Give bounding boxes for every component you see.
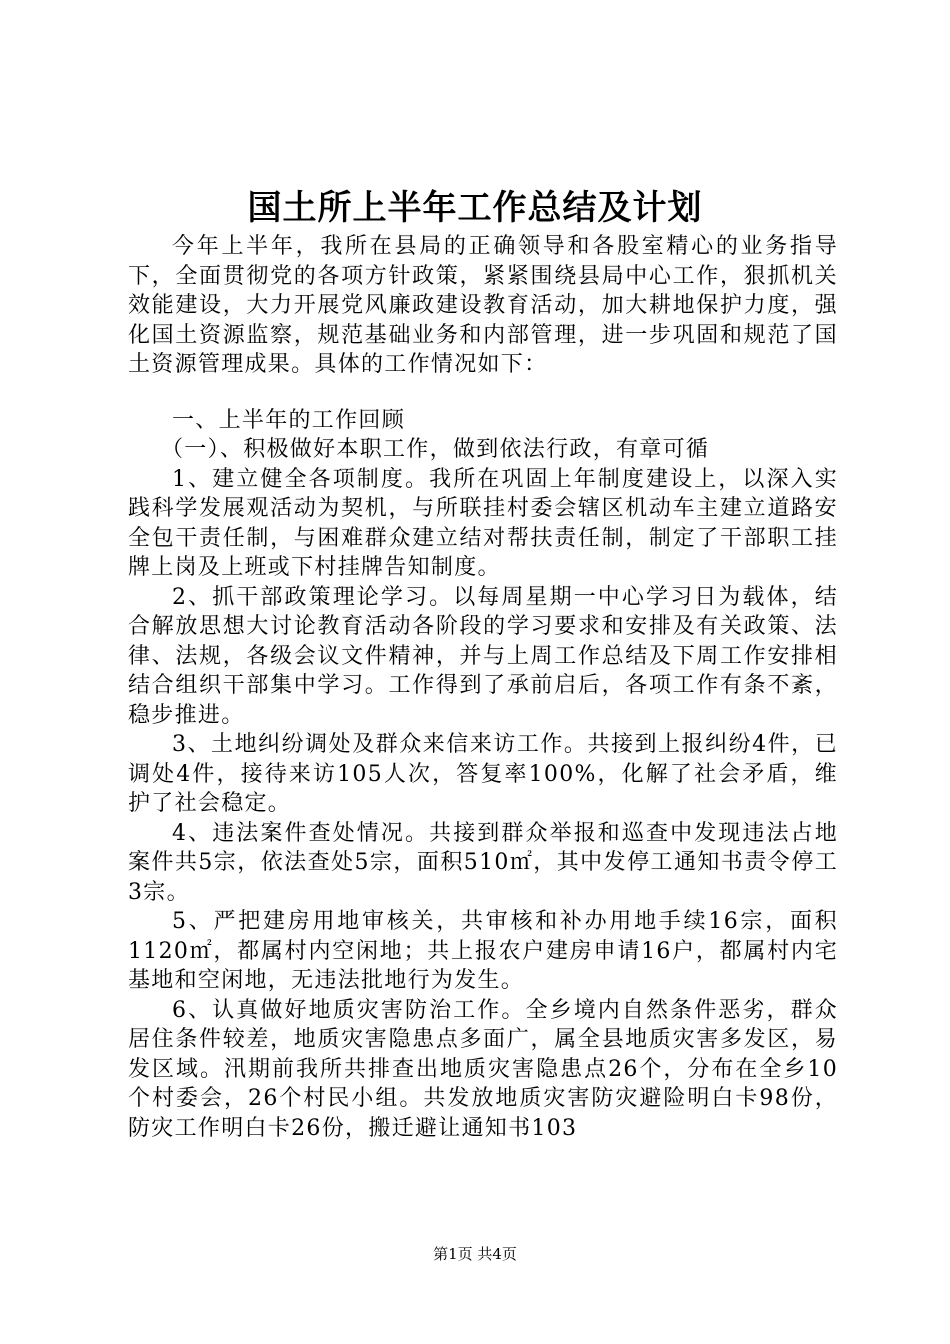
item-paragraph-1: 1、建立健全各项制度。我所在巩固上年制度建设上，以深入实践科学发展观活动为契机，与所联挂村委会辖区机动车主建立道路安全包干责任制，与困难群众建立结对帮扶责任制，制定了干部职工挂牌上岗及上班或下村挂牌告知制度。 xyxy=(128,466,838,580)
item-paragraph-5: 5、严把建房用地审核关，共审核和补办用地手续16宗，面积1120㎡，都属村内空闲地；共上报农户建房申请16户，都属村内宅基地和空闲地，无违法批地行为发生。 xyxy=(128,909,838,993)
subsection-heading: （一）、积极做好本职工作，做到依法行政，有章可循 xyxy=(161,437,710,462)
document-title: 国土所上半年工作总结及计划 xyxy=(247,188,703,228)
page-number-footer: 第1页 共4页 xyxy=(433,1245,517,1263)
item-paragraph-2: 2、抓干部政策理论学习。以每周星期一中心学习日为载体，结合解放思想大讨论教育活动各阶段的学习要求和安排及有关政策、法律、法规，各级会议文件精神，并与上周工作总结及下周工作安排相结合组织干部集中学习。工作得到了承前启后，各项工作有条不紊，稳步推进。 xyxy=(128,584,838,728)
document-body xyxy=(128,232,838,1143)
section-heading: 一、上半年的工作回顾 xyxy=(172,407,406,433)
item-paragraph-6: 6、认真做好地质灾害防治工作。全乡境内自然条件恶劣，群众居住条件较差，地质灾害隐患点多面广，属全县地质灾害多发区，易发区域。汛期前我所共排查出地质灾害隐患点26个，分布在全乡10个村委会，26个村民小组。共发放地质灾害防灾避险明白卡98份，防灾工作明白卡26份，搬迁避让通知书103 xyxy=(128,997,838,1141)
intro-paragraph: 今年上半年，我所在县局的正确领导和各股室精心的业务指导下，全面贯彻党的各项方针政策，紧紧围绕县局中心工作，狠抓机关效能建设，大力开展党风廉政建设教育活动，加大耕地保护力度，强化国土资源监察，规范基础业务和内部管理，进一步巩固和规范了国土资源管理成果。具体的工作情况如下： xyxy=(128,234,838,377)
item-paragraph-3: 3、土地纠纷调处及群众来信来访工作。共接到上报纠纷4件，已调处4件，接待来访105人次，答复率100%，化解了社会矛盾，维护了社会稳定。 xyxy=(128,732,838,816)
item-paragraph-4: 4、违法案件查处情况。共接到群众举报和巡查中发现违法占地案件共5宗，依法查处5宗，面积510㎡，其中发停工通知书责令停工3宗。 xyxy=(128,820,838,905)
